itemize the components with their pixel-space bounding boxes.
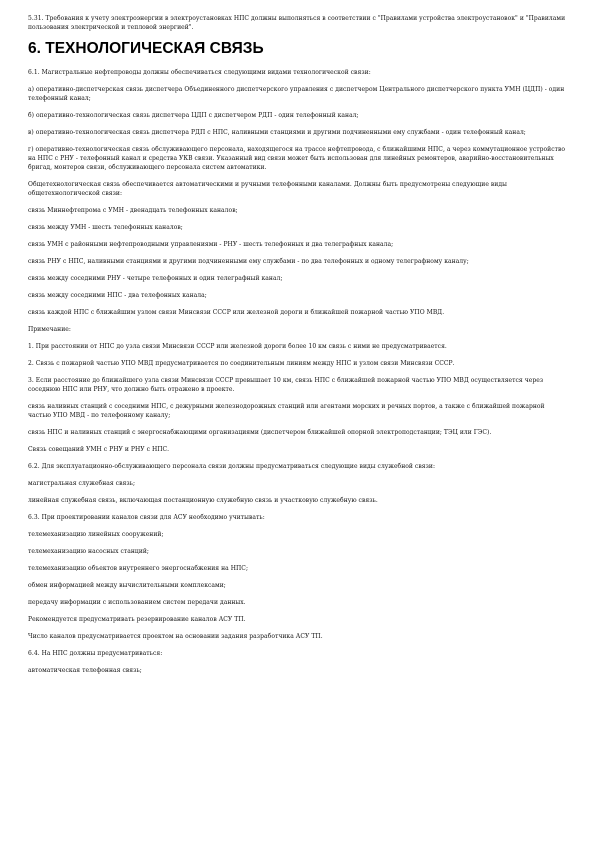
body-paragraph: 6.3. При проектировании каналов связи для АСУ необходимо учитывать:	[28, 514, 265, 521]
body-paragraph: 2. Связь с пожарной частью УПО МВД предусматривается по соединительным линиям между НПС и узлом связи Минсвязи СССР.	[28, 360, 455, 367]
body-paragraph: обмен информацией между вычислительными комплексами;	[28, 582, 226, 589]
body-paragraph: Общетехнологическая связь обеспечивается автоматическими и ручными телефонными каналами. Должны быть предусмотрены следующие виды общетехнологической связи:	[28, 181, 507, 197]
body-paragraph: телемеханизацию линейных сооружений;	[28, 531, 164, 538]
body-paragraph: магистральная служебная связь;	[28, 480, 136, 487]
body-paragraph: Число каналов предусматривается проектом на основании задания разработчика АСУ ТП.	[28, 633, 323, 640]
body-paragraph: телемеханизацию объектов внутреннего энергоснабжения на НПС;	[28, 565, 249, 572]
body-paragraph: г) оперативно-технологическая связь обслуживающего персонала, находящегося на трассе нефтепровода, с ближайшими НПС, а через коммутационное устройство на НПС с РНУ - телефонный канал и средства УКВ связи. Указанный вид связи может быть использован для линейных ремонтеров, аварийно-восстановительных бригад, монтеров связи, обслуживающего персонала систем автоматики.	[28, 146, 566, 171]
body-paragraph: Связь совещаний УМН с РНУ и РНУ с НПС.	[28, 446, 170, 453]
body-paragraph: связь Миннефтепрома с УМН - двенадцать телефонных каналов;	[28, 207, 238, 214]
body-paragraph: связь каждой НПС с ближайшим узлом связи Минсвязи СССР или железной дороги и ближайшей пожарной частью УПО МВД.	[28, 309, 445, 316]
section-title: 6. ТЕХНОЛОГИЧЕСКАЯ СВЯЗЬ	[28, 40, 264, 57]
body-paragraph: связь между УМН - шесть телефонных каналов;	[28, 224, 183, 231]
body-paragraph: б) оперативно-технологическая связь диспетчера ЦДП с диспетчером РДП - один телефонный канал;	[28, 112, 359, 119]
body-paragraph: а) оперативно-диспетчерская связь диспетчера Объединенного диспетчерского управления с диспетчером Центрального диспетчерского пункта УМН (ЦДП) - один телефонный канал;	[28, 86, 565, 102]
body-paragraph: связь между соседними НПС - два телефонных канала;	[28, 292, 207, 299]
body-paragraph: Рекомендуется предусматривать резервирование каналов АСУ ТП.	[28, 616, 246, 623]
section-body	[28, 68, 567, 675]
body-paragraph: передачу информации с использованием систем передачи данных.	[28, 599, 246, 606]
body-paragraph: в) оперативно-технологическая связь диспетчера РДП с НПС, наливными станциями и другими подчиненными ему службами - один телефонный канал;	[28, 129, 526, 136]
body-paragraph: 6.4. На НПС должны предусматриваться:	[28, 650, 163, 657]
body-paragraph: связь наливных станций с соседними НПС, с дежурными железнодорожных станций или агентами морских и речных портов, а также с ближайшей пожарной частью УПО МВД - по телефонному каналу;	[28, 403, 545, 419]
body-paragraph: связь РНУ с НПС, наливными станциями и другими подчиненными ему службами - по два телефонных и одному телеграфному каналу;	[28, 258, 469, 265]
body-paragraph: 3. Если расстояние до ближайшего узла связи Минсвязи СССР превышает 10 км, связь НПС с ближайшей пожарной частью УПО МВД осуществляется через соседнюю НПС или РНУ, что должно быть отражено в проекте.	[28, 377, 544, 393]
body-paragraph: линейная служебная связь, включающая постанционную служебную связь и участковую служебную связь.	[28, 497, 378, 504]
body-paragraph: автоматическая телефонная связь;	[28, 667, 142, 674]
intro-paragraph: 5.31. Требования к учету электроэнергии в электроустановках НПС должны выполняться в соответствии с "Правилами устройства электроустановок" и "Правилами пользования электрической и тепловой энергией".	[28, 15, 566, 31]
body-paragraph: 6.2. Для эксплуатационно-обслуживающего персонала связи должны предусматриваться следующие виды служебной связи:	[28, 463, 436, 470]
body-paragraph: телемеханизацию насосных станций;	[28, 548, 150, 555]
body-paragraph: 6.1. Магистральные нефтепроводы должны обеспечиваться следующими видами технологической связи:	[28, 69, 371, 76]
body-paragraph: 1. При расстоянии от НПС до узла связи Минсвязи СССР или железной дороги более 10 км связь с ними не предусматривается.	[28, 343, 447, 350]
body-paragraph: связь НПС и наливных станций с энергоснабжающими организациями (диспетчером ближайшей опорной электроподстанции; ТЭЦ или ГЭС).	[28, 429, 492, 436]
body-paragraph: связь между соседними РНУ - четыре телефонных и один телеграфный канал;	[28, 275, 283, 282]
body-paragraph: Примечание:	[28, 326, 71, 333]
body-paragraph: связь УМН с районными нефтепроводными управлениями - РНУ - шесть телефонных и два телеграфных канала;	[28, 241, 394, 248]
